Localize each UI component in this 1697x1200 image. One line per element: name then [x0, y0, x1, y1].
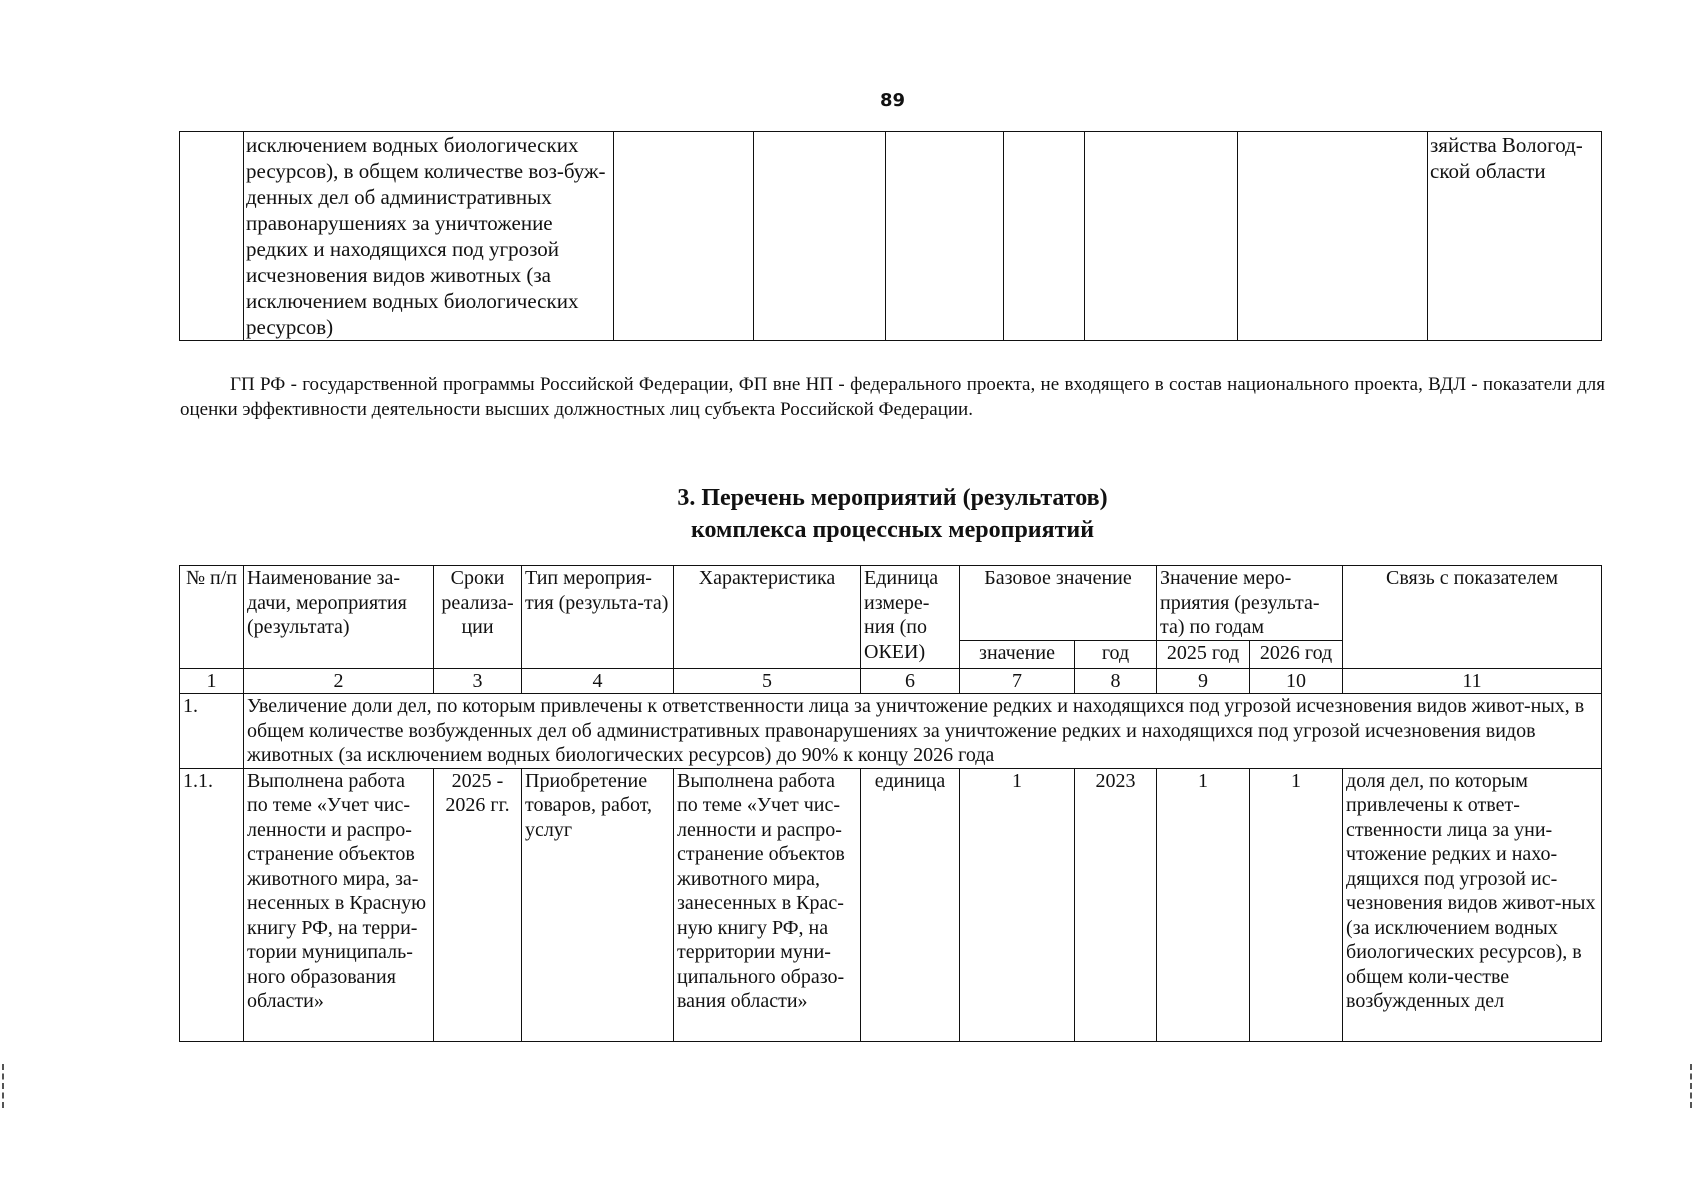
column-number: 1	[180, 668, 244, 694]
cont-cell-empty	[614, 132, 754, 341]
row-value-2025: 1	[1157, 768, 1250, 1041]
header-link: Связь с показателем	[1343, 566, 1602, 669]
column-number: 2	[244, 668, 434, 694]
row-name: Выполнена работа по теме «Учет чис-ленности и распро-странение объектов животного мира, за-несенных в Красную книгу РФ, на терри-тории муниципаль-ного образования области»	[244, 768, 434, 1041]
cont-cell-empty	[886, 132, 1004, 341]
header-unit: Единица измере-ния (по ОКЕИ)	[861, 566, 960, 669]
cont-cell-num	[180, 132, 244, 341]
measures-table	[179, 565, 1602, 1042]
cont-cell-empty	[1238, 132, 1428, 341]
header-num: № п/п	[180, 566, 244, 669]
header-characteristic: Характеристика	[674, 566, 861, 669]
header-type: Тип мероприя-тия (результа-та)	[522, 566, 674, 669]
header-values-by-year: Значение меро-приятия (результа-та) по годам	[1157, 566, 1343, 641]
header-base-value: значение	[960, 640, 1075, 668]
section-title-line1: 3. Перечень мероприятий (результатов)	[677, 485, 1108, 511]
row-terms: 2025 - 2026 гг.	[434, 768, 522, 1041]
column-number: 4	[522, 668, 674, 694]
cont-cell-empty	[1085, 132, 1238, 341]
cont-cell-empty	[1004, 132, 1085, 341]
task-text: Увеличение доли дел, по которым привлечены к ответственности лица за уничтожение редких и находящихся под угрозой исчезновения видов живот-ных, в общем количестве возбужденных дел об административных правонарушениях за уничтожение редких и находящихся под угрозой исчезновения видов животных (за исключением водных биологических ресурсов) до 90% к концу 2026 года	[244, 694, 1602, 769]
column-number: 5	[674, 668, 861, 694]
row-type: Приобретение товаров, работ, услуг	[522, 768, 674, 1041]
row-link: доля дел, по которым привлечены к ответ-ственности лица за уни-чтожение редких и нахо-дящихся под угрозой ис-чезновения видов живот-ных (за исключением водных биологических ресурсов), в общем коли-честве возбужденных дел	[1343, 768, 1602, 1041]
header-year-2025: 2025 год	[1157, 640, 1250, 668]
cont-cell-empty	[754, 132, 886, 341]
row-base-value: 1	[960, 768, 1075, 1041]
task-num: 1.	[180, 694, 244, 769]
row-unit: единица	[861, 768, 960, 1041]
row-value-2026: 1	[1250, 768, 1343, 1041]
header-base: Базовое значение	[960, 566, 1157, 641]
column-number: 9	[1157, 668, 1250, 694]
page-number: 89	[879, 90, 906, 111]
header-year-2026: 2026 год	[1250, 640, 1343, 668]
row-characteristic: Выполнена работа по теме «Учет чис-ленности и распро-странение объектов животного мира, занесенных в Крас-ную книгу РФ, на территории муни-ципального образо-вания области»	[674, 768, 861, 1041]
header-row	[180, 566, 1602, 641]
scan-edge-mark	[1690, 1064, 1694, 1108]
column-number: 11	[1343, 668, 1602, 694]
cont-cell-responsible: зяйства Вологод-ской области	[1428, 132, 1602, 341]
section-title	[180, 482, 1605, 546]
continuation-table	[179, 131, 1602, 341]
table-row	[180, 768, 1602, 1041]
scan-edge-mark	[2, 1064, 6, 1108]
column-number-row	[180, 668, 1602, 694]
column-number: 8	[1075, 668, 1157, 694]
section-title-line2: комплекса процессных мероприятий	[690, 517, 1095, 543]
task-row	[180, 694, 1602, 769]
header-base-year: год	[1075, 640, 1157, 668]
footnote-text: ГП РФ - государственной программы Российской Федерации, ФП вне НП - федерального проекта, не входящего в состав национального проекта, ВДЛ - показатели для оценки эффективности деятельности высших должностных лиц субъекта Российской Федерации.	[180, 374, 1605, 420]
column-number: 6	[861, 668, 960, 694]
cont-cell-name: исключением водных биологических ресурсов), в общем количестве воз-бужденных дел об административных правонарушениях за уничтожение редких и находящихся под угрозой исчезновения видов животных (за исключением водных биологических ресурсов)	[244, 132, 614, 341]
column-number: 3	[434, 668, 522, 694]
header-name: Наименование за-дачи, мероприятия (результата)	[244, 566, 434, 669]
column-number: 7	[960, 668, 1075, 694]
row-num: 1.1.	[180, 768, 244, 1041]
header-terms: Сроки реализа-ции	[434, 566, 522, 669]
continuation-row	[180, 132, 1602, 341]
footnote	[180, 372, 1605, 422]
column-number: 10	[1250, 668, 1343, 694]
row-base-year: 2023	[1075, 768, 1157, 1041]
